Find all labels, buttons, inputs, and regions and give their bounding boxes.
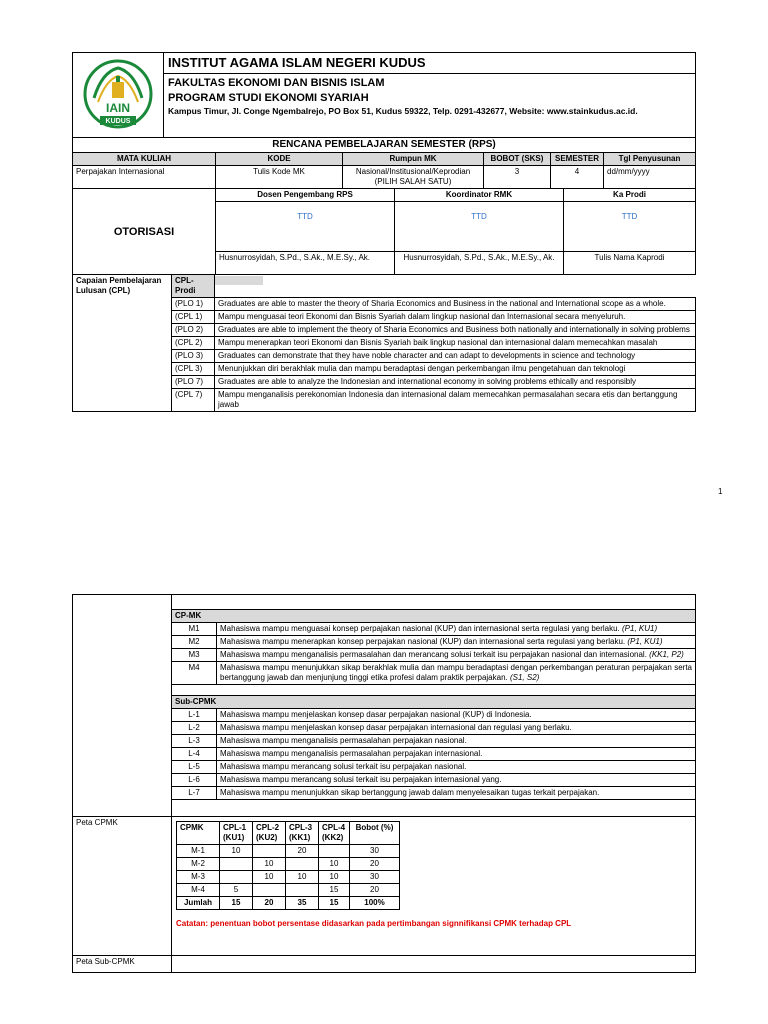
cpmk-code: M2 xyxy=(172,636,217,649)
peta-cell xyxy=(286,884,319,897)
page-2 xyxy=(72,594,696,973)
peta-cell: 100% xyxy=(350,897,400,910)
peta-cell: M-3 xyxy=(177,871,220,884)
cpmk-text: Mahasiswa mampu menguasai konsep perpajakan nasional (KUP) dan internasional serta regulasi yang berlaku. (P1, KU1) xyxy=(217,623,696,636)
peta-cell: M-1 xyxy=(177,845,220,858)
cpl-code: (PLO 1) xyxy=(172,298,215,311)
ttd-kaprodi: TTD xyxy=(564,202,696,252)
hdr-bobot: BOBOT (SKS) xyxy=(484,153,551,166)
hdr-mata-kuliah: MATA KULIAH xyxy=(73,153,216,166)
role-kaprodi: Ka Prodi xyxy=(564,189,696,202)
subcpmk-code: L-7 xyxy=(172,787,217,800)
cpl-code: (CPL 3) xyxy=(172,363,215,376)
svg-text:IAIN: IAIN xyxy=(106,100,130,115)
peta-cell: 30 xyxy=(350,845,400,858)
course-table xyxy=(72,152,696,189)
cpmk-code: M1 xyxy=(172,623,217,636)
name-koordinator: Husnurrosyidah, S.Pd., S.Ak., M.E.Sy., Ak. xyxy=(395,252,564,275)
institute-name: INSTITUT AGAMA ISLAM NEGERI KUDUS xyxy=(164,53,695,74)
peta-cell xyxy=(253,845,286,858)
subcpmk-section-title: Sub-CPMK xyxy=(172,696,696,709)
cpl-label: Capaian Pembelajaran Lulusan (CPL) xyxy=(73,275,172,412)
peta-cell: 10 xyxy=(319,858,350,871)
peta-cell xyxy=(220,858,253,871)
doc-title: RENCANA PEMBELAJARAN SEMESTER (RPS) xyxy=(72,138,696,153)
peta-cell: M-2 xyxy=(177,858,220,871)
peta-row xyxy=(177,845,400,858)
spacer xyxy=(172,800,696,817)
peta-cell xyxy=(220,871,253,884)
peta-hdr: CPL-2 (KU2) xyxy=(253,822,286,845)
subcpmk-text: Mahasiswa mampu menganalisis permasalahan perpajakan nasional. xyxy=(217,735,696,748)
subcpmk-text: Mahasiswa mampu merancang solusi terkait isu perpajakan nasional. xyxy=(217,761,696,774)
cpl-text: Menunjukkan diri berakhlak mulia dan mampu beradaptasi dengan perkembangan ilmu pengetahuan dan teknologi xyxy=(215,363,696,376)
hdr-tgl: Tgl Penyusunan xyxy=(604,153,696,166)
hdr-semester: SEMESTER xyxy=(551,153,604,166)
cpl-code: (CPL 1) xyxy=(172,311,215,324)
peta-cell xyxy=(253,884,286,897)
page-number: 1 xyxy=(718,487,723,496)
peta-cell xyxy=(319,845,350,858)
cpmk-text: Mahasiswa mampu menerapkan konsep perpajakan nasional (KUP) dan internasional serta regulasi yang berlaku. (P1, KU1) xyxy=(217,636,696,649)
peta-subcpmk-label: Peta Sub-CPMK xyxy=(73,956,172,973)
peta-row xyxy=(177,858,400,871)
ttd-dosen: TTD xyxy=(216,202,395,252)
subcpmk-code: L-6 xyxy=(172,774,217,787)
peta-cell: M-4 xyxy=(177,884,220,897)
cpl-code: (CPL 2) xyxy=(172,337,215,350)
left-column xyxy=(73,595,172,817)
subcpmk-code: L-3 xyxy=(172,735,217,748)
cpmk-text: Mahasiswa mampu menganalisis permasalahan dan merancang solusi terkait isu perpajakan nasional dan internasional. (KK1, P2) xyxy=(217,649,696,662)
peta-hdr: CPL-4 (KK2) xyxy=(319,822,350,845)
subcpmk-code: L-1 xyxy=(172,709,217,722)
otorisasi-table xyxy=(72,188,696,275)
cpl-text: Graduates are able to implement the theory of Sharia Economics and Business both nationally and internationally in solving problems xyxy=(215,324,696,337)
ttd-koordinator: TTD xyxy=(395,202,564,252)
cpl-text: Graduates are able to master the theory of Sharia Economics and Business in the national and International scope as a whole. xyxy=(215,298,696,311)
role-dosen: Dosen Pengembang RPS xyxy=(216,189,395,202)
peta-row xyxy=(177,884,400,897)
peta-cpmk-note: Catatan: penentuan bobot persentase didasarkan pada pertimbangan signnifikansi CPMK terhadap CPL xyxy=(176,919,572,928)
cpmk-table xyxy=(72,594,696,817)
peta-cell: 30 xyxy=(350,871,400,884)
svg-text:KUDUS: KUDUS xyxy=(105,117,131,125)
cpl-section-title: CPL-Prodi xyxy=(172,275,215,298)
peta-cell: 20 xyxy=(350,884,400,897)
peta-cpmk-table xyxy=(176,821,400,910)
name-dosen: Husnurrosyidah, S.Pd., S.Ak., M.E.Sy., Ak. xyxy=(216,252,395,275)
page-1 xyxy=(72,52,696,412)
peta-cell: 20 xyxy=(253,897,286,910)
otorisasi-label: OTORISASI xyxy=(73,189,216,275)
cpl-text: Mampu menganalisis perekonomian Indonesia dan internasional dalam memecahkan permasalahan secara etis dan bertanggung jawab xyxy=(215,389,696,412)
peta-cell: Jumlah xyxy=(177,897,220,910)
hdr-kode: KODE xyxy=(216,153,343,166)
cpl-code: (PLO 7) xyxy=(172,376,215,389)
header-table xyxy=(72,52,696,138)
subcpmk-text: Mahasiswa mampu menunjukkan sikap bertanggung jawab dalam menyelesaikan tugas terkait perpajakan. xyxy=(217,787,696,800)
val-semester: 4 xyxy=(551,166,604,189)
cpmk-section-title: CP-MK xyxy=(172,610,696,623)
program-name: PROGRAM STUDI EKONOMI SYARIAH xyxy=(168,92,369,104)
cpmk-code: M3 xyxy=(172,649,217,662)
peta-hdr: CPMK xyxy=(177,822,220,845)
cpl-text: Mampu menerapkan teori Ekonomi dan Bisnis Syariah baik lingkup nasional dan internasional dalam memecahkan masalah xyxy=(215,337,696,350)
cpl-section-spacer xyxy=(215,275,696,298)
address: Kampus Timur, Jl. Conge Ngembalrejo, PO Box 51, Kudus 59322, Telp. 0291-432677, Website: www.stainkudus.ac.id. xyxy=(168,106,638,116)
cpl-text: Graduates are able to analyze the Indonesian and international economy in solving problems ethically and responsibly xyxy=(215,376,696,389)
role-koordinator: Koordinator RMK xyxy=(395,189,564,202)
subcpmk-text: Mahasiswa mampu merancang solusi terkait isu perpajakan internasional yang. xyxy=(217,774,696,787)
peta-hdr: CPL-3 (KK1) xyxy=(286,822,319,845)
peta-cell: 10 xyxy=(253,871,286,884)
peta-cell: 15 xyxy=(319,884,350,897)
val-mata-kuliah: Perpajakan Internasional xyxy=(73,166,216,189)
subcpmk-text: Mahasiswa mampu menjelaskan konsep dasar perpajakan nasional (KUP) di Indonesia. xyxy=(217,709,696,722)
peta-cell: 20 xyxy=(350,858,400,871)
peta-cell: 35 xyxy=(286,897,319,910)
spacer xyxy=(172,685,696,696)
subcpmk-text: Mahasiswa mampu menjelaskan konsep dasar perpajakan internasional dan regulasi yang berlaku. xyxy=(217,722,696,735)
cpmk-code: M4 xyxy=(172,662,217,685)
cpl-code: (PLO 3) xyxy=(172,350,215,363)
val-rumpun: Nasional/Institusional/Keprodian (PILIH SALAH SATU) xyxy=(343,166,484,189)
peta-cpmk-outer xyxy=(72,816,696,973)
val-kode: Tulis Kode MK xyxy=(216,166,343,189)
peta-cell: 15 xyxy=(220,897,253,910)
peta-row xyxy=(177,871,400,884)
peta-cell: 10 xyxy=(319,871,350,884)
peta-subcpmk-content xyxy=(172,956,696,973)
cpl-table xyxy=(72,274,696,412)
subcpmk-code: L-2 xyxy=(172,722,217,735)
cpl-text: Graduates can demonstrate that they have noble character and can adapt to developments in science and technology xyxy=(215,350,696,363)
subcpmk-code: L-4 xyxy=(172,748,217,761)
subcpmk-code: L-5 xyxy=(172,761,217,774)
peta-hdr: CPL-1 (KU1) xyxy=(220,822,253,845)
name-kaprodi: Tulis Nama Kaprodi xyxy=(564,252,696,275)
peta-cpmk-content xyxy=(172,817,696,956)
peta-cell xyxy=(286,858,319,871)
peta-cell: 20 xyxy=(286,845,319,858)
top-spacer xyxy=(172,595,696,610)
cpl-code: (PLO 2) xyxy=(172,324,215,337)
peta-cell: 10 xyxy=(220,845,253,858)
peta-cell: 15 xyxy=(319,897,350,910)
logo-cell xyxy=(73,53,164,138)
peta-cpmk-label: Peta CPMK xyxy=(73,817,172,956)
hdr-rumpun: Rumpun MK xyxy=(343,153,484,166)
faculty-name: FAKULTAS EKONOMI DAN BISNIS ISLAM xyxy=(168,77,385,89)
cpl-text: Mampu menguasai teori Ekonomi dan Bisnis Syariah dalam lingkup nasional dan Internasional secara menyeluruh. xyxy=(215,311,696,324)
cpl-code: (CPL 7) xyxy=(172,389,215,412)
peta-cell: 10 xyxy=(253,858,286,871)
val-bobot: 3 xyxy=(484,166,551,189)
peta-hdr: Bobot (%) xyxy=(350,822,400,845)
header-text-cell xyxy=(164,53,696,138)
peta-cell: 5 xyxy=(220,884,253,897)
peta-total-row xyxy=(177,897,400,910)
peta-cell: 10 xyxy=(286,871,319,884)
cpmk-text: Mahasiswa mampu menunjukkan sikap berakhlak mulia dan mampu beradaptasi dengan perkembangan peraturan perpajakan serta bertanggung jawab dan menjunjung tinggi etika profesi dalam praktik perpajakan. (S1, S2) xyxy=(217,662,696,685)
val-tgl: dd/mm/yyyy xyxy=(604,166,696,189)
subcpmk-text: Mahasiswa mampu menganalisis permasalahan perpajakan internasional. xyxy=(217,748,696,761)
iain-kudus-logo xyxy=(82,58,154,130)
